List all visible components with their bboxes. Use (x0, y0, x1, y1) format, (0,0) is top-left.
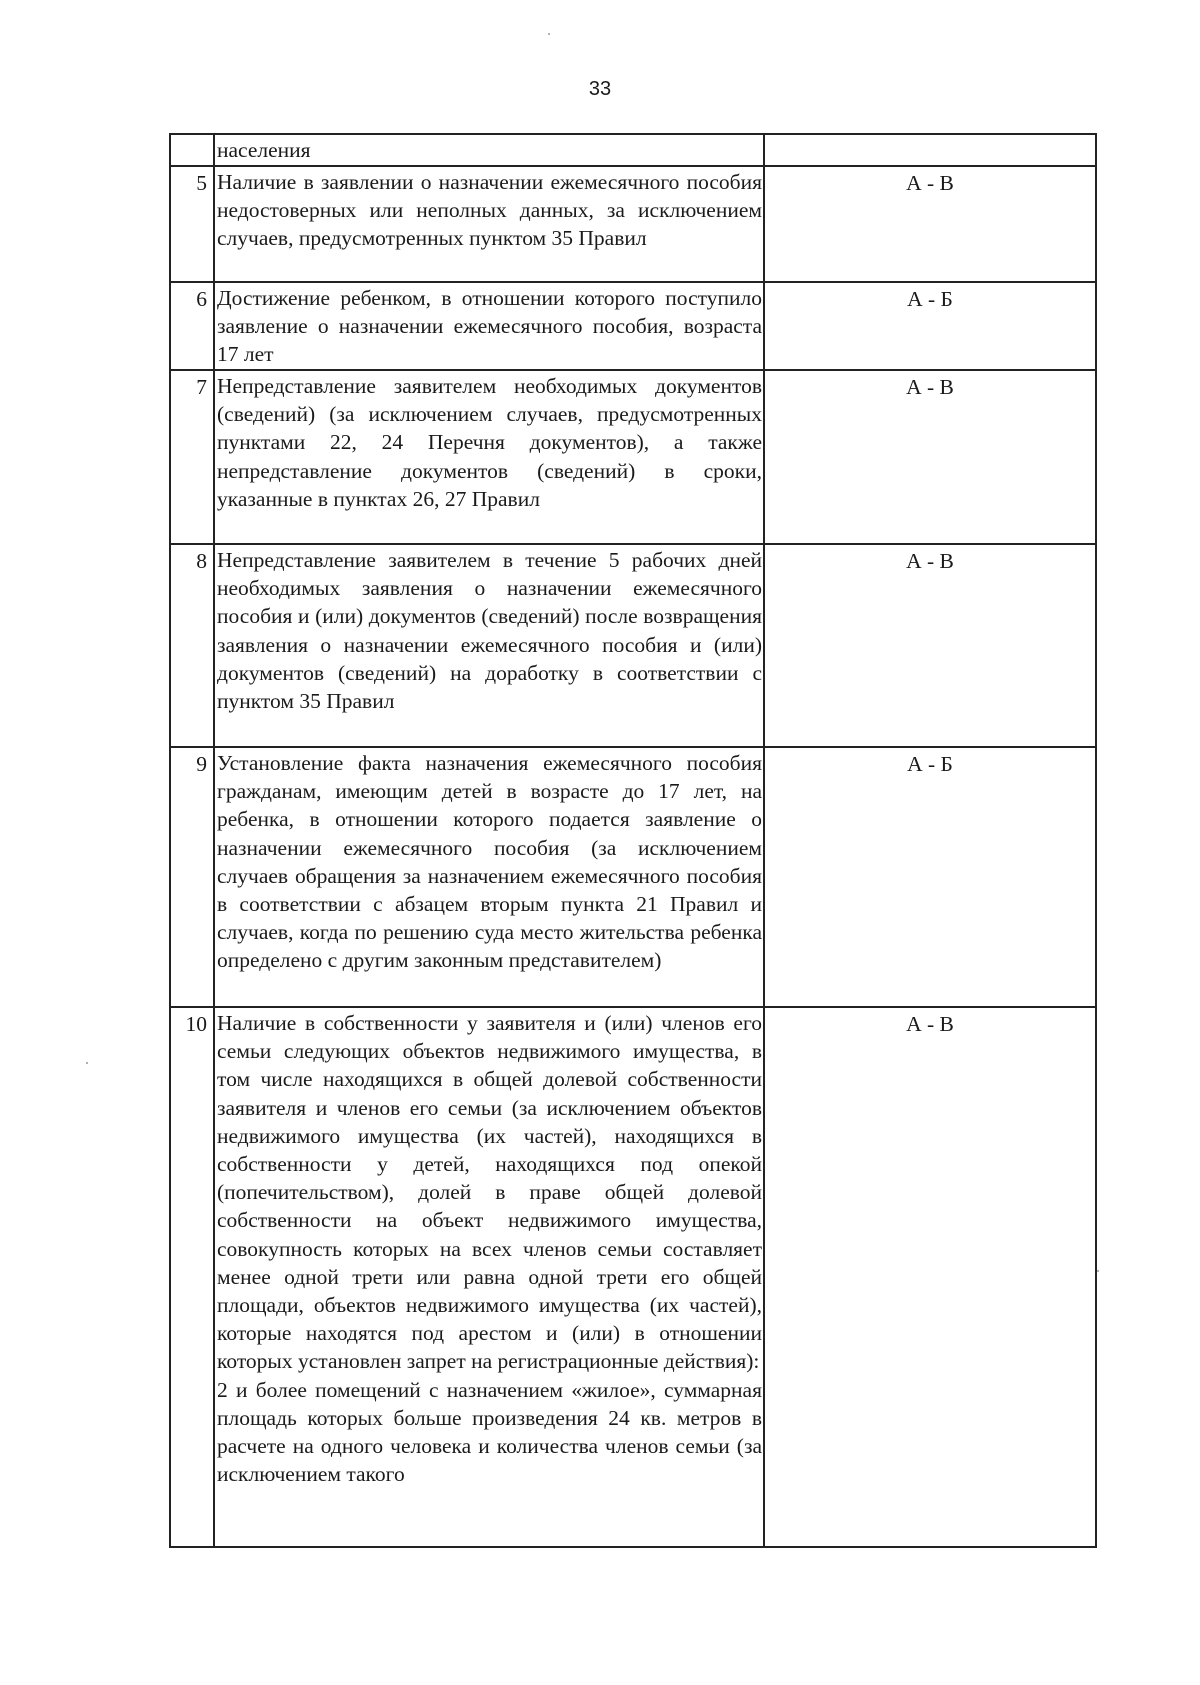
row-code: А - В (764, 166, 1096, 282)
row-text: Установление факта назначения ежемесячного пособия гражданам, имеющим детей в возрасте до 17 лет, на ребенка, в отношении которого подается заявление о назначении ежемесячного пособия (за исключением случаев обращения за назначением ежемесячного пособия в соответствии с абзацем вторым пункта 21 Правил и случаев, когда по решению суда место жительства ребенка определено с другим законным представителем) (214, 747, 764, 1007)
row-code (764, 134, 1096, 166)
row-text: населения (214, 134, 764, 166)
scan-speck (1097, 1270, 1099, 1272)
row-code: А - Б (764, 282, 1096, 370)
table-row (170, 544, 1096, 747)
table-row (170, 134, 1096, 166)
table-row (170, 747, 1096, 1007)
scan-speck (86, 1062, 88, 1064)
row-number: 9 (170, 747, 214, 1007)
row-text-cell (214, 1007, 764, 1547)
table-row (170, 282, 1096, 370)
row-code: А - Б (764, 747, 1096, 1007)
page-number: 33 (588, 78, 612, 100)
row-number: 7 (170, 370, 214, 544)
row-text: Непредставление заявителем необходимых документов (сведений) (за исключением случаев, предусмотренных пунктами 22, 24 Перечня документов), а также непредставление документов (сведений) в сроки, указанные в пунктах 26, 27 Правил (214, 370, 764, 544)
row-number: 8 (170, 544, 214, 747)
row-text: Наличие в заявлении о назначении ежемесячного пособия недостоверных или неполных данных, за исключением случаев, предусмотренных пунктом 35 Правил (214, 166, 764, 282)
table-row (170, 370, 1096, 544)
row-code: А - В (764, 1007, 1096, 1547)
table-row (170, 1007, 1096, 1547)
row-text: Наличие в собственности у заявителя и (или) членов его семьи следующих объектов недвижимого имущества, в том числе находящихся в общей долевой собственности заявителя и членов его семьи (за исключением объектов недвижимого имущества (их частей), находящихся в собственности у детей, находящихся под опекой (попечительством), долей в праве общей долевой собственности на объект недвижимого имущества, совокупность которых на всех членов семьи составляет менее одной трети или равна одной трети его общей площади, объектов недвижимого имущества (их частей), которые находятся под арестом и (или) в отношении которых установлен запрет на регистрационные действия): (217, 1011, 762, 1374)
row-number: 10 (170, 1007, 214, 1547)
row-number (170, 134, 214, 166)
row-text-continued: 2 и более помещений с назначением «жилое», суммарная площадь которых больше произведения 24 кв. метров в расчете на одного человека и количества членов семьи (за исключением такого (217, 1377, 762, 1487)
row-number: 5 (170, 166, 214, 282)
row-text: Непредставление заявителем в течение 5 рабочих дней необходимых заявления о назначении ежемесячного пособия и (или) документов (сведений) после возвращения заявления о назначении ежемесячного пособия и (или) документов (сведений) на доработку в соответствии с пунктом 35 Правил (214, 544, 764, 747)
row-text: Достижение ребенком, в отношении которого поступило заявление о назначении ежемесячного пособия, возраста 17 лет (214, 282, 764, 370)
row-code: А - В (764, 544, 1096, 747)
scan-speck (548, 33, 550, 35)
table-row (170, 166, 1096, 282)
decision-table (169, 133, 1097, 1548)
row-code: А - В (764, 370, 1096, 544)
row-number: 6 (170, 282, 214, 370)
